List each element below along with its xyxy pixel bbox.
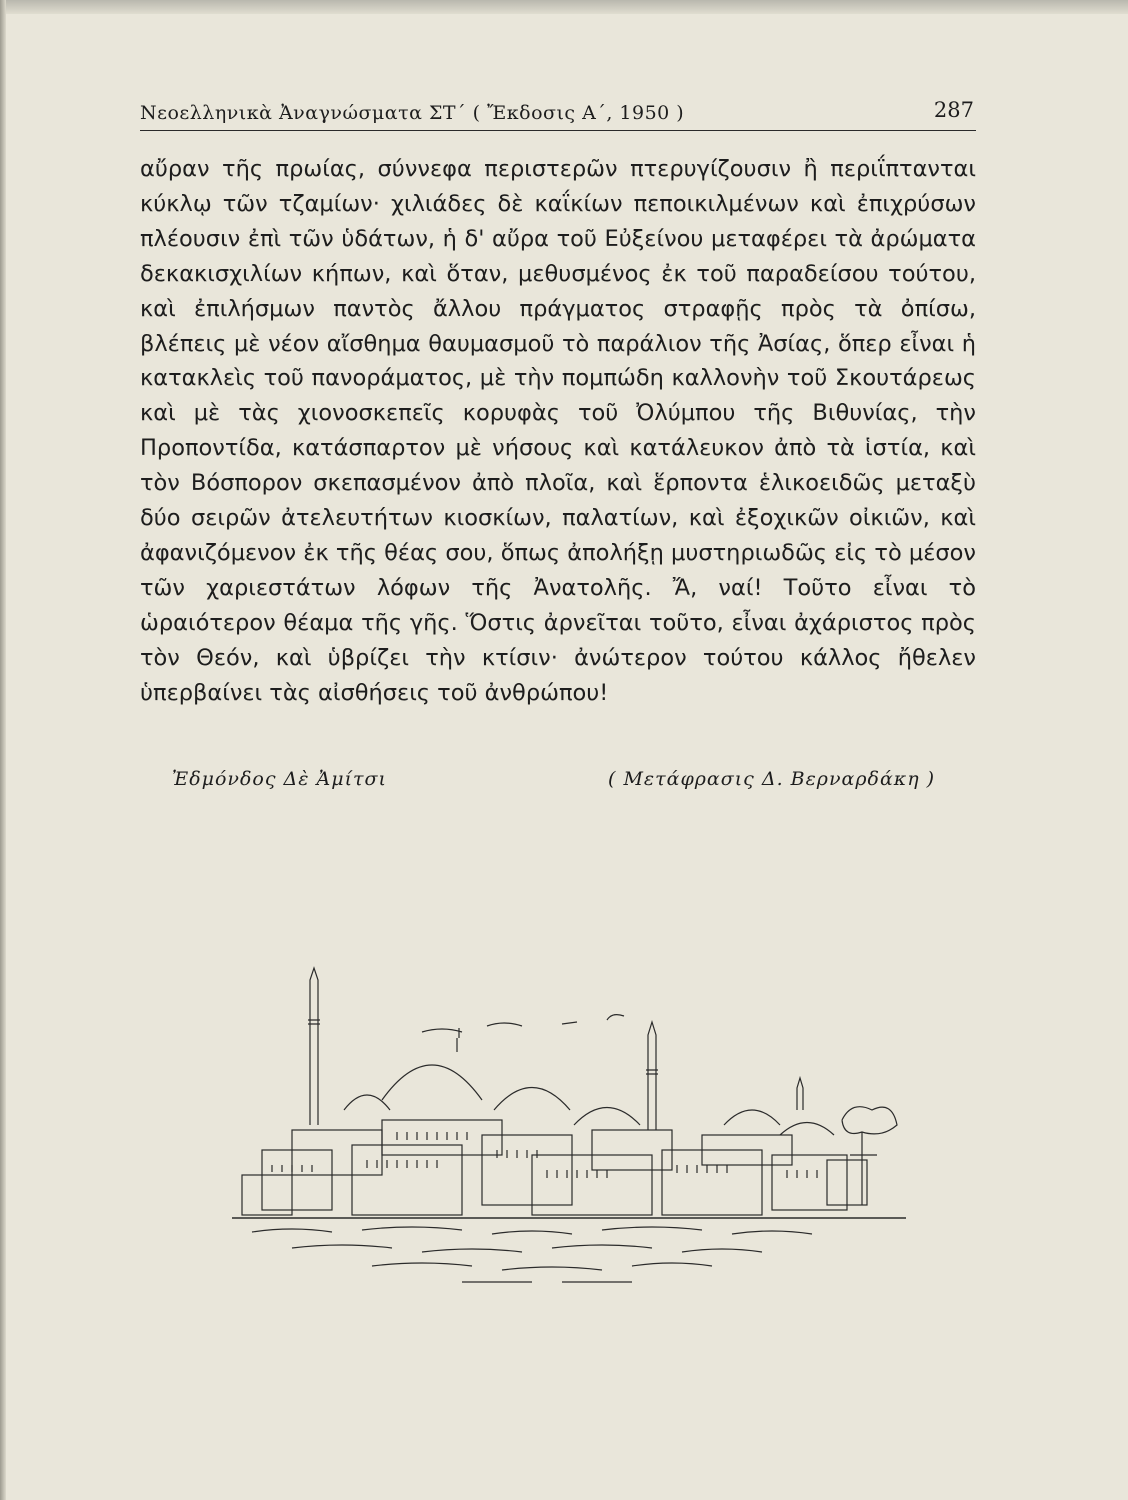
author-signature: Ἐδμόνδος Δὲ Ἀμίτσι [172, 768, 387, 790]
scan-top-edge [0, 0, 1128, 14]
book-title: Νεοελληνικὰ Ἀναγνώσματα ΣΤ΄ ( Ἔκδοσις Α΄, 1950 ) [140, 102, 685, 124]
translator-credit: ( Μετάφρασις Δ. Βερναρδάκη ) [608, 768, 936, 790]
page-number: 287 [933, 98, 974, 122]
constantinople-skyline-engraving-icon [232, 960, 906, 1290]
body-paragraph: αὔραν τῆς πρωίας, σύννεφα περιστερῶν πτερυγίζουσιν ἢ περιΐπτανται κύκλῳ τῶν τζαμίων· χιλιάδες δὲ καΐκίων πεποικιλμένων καὶ ἐπιχρύσων πλέουσιν ἐπὶ τῶν ὑδάτων, ἡ δ' αὔρα τοῦ Εὐξείνου μεταφέρει τὰ ἀρώματα δεκακισχιλίων κήπων, καὶ ὅταν, μεθυσμένος ἐκ τοῦ παραδείσου τούτου, καὶ ἐπιλήσμων παντὸς ἄλλου πράγματος στραφῇς πρὸς τὰ ὀπίσω, βλέπεις μὲ νέον αἴσθημα θαυμασμοῦ τὸ παράλιον τῆς Ἀσίας, ὅπερ εἶναι ἡ κατακλεὶς τοῦ πανοράματος, μὲ τὴν πομπώδη καλλονὴν τοῦ Σκουτάρεως καὶ μὲ τὰς χιονοσκεπεῖς κορυφὰς τοῦ Ὀλύμπου τῆς Βιθυνίας, τὴν Προποντίδα, κατάσπαρτον μὲ νήσους καὶ κατάλευκον ἀπὸ τὰ ἱστία, καὶ τὸν Βόσπορον σκεπασμένον ἀπὸ πλοῖα, καὶ ἕρποντα ἑλικοειδῶς μεταξὺ δύο σειρῶν ἀτελευτήτων κιοσκίων, παλατίων, καὶ ἐξοχικῶν οἰκιῶν, καὶ ἀφανιζόμενον ἐκ τῆς θέας σου, ὅπως ἀπολήξῃ μυστηριωδῶς εἰς τὸ μέσον τῶν χαριεστάτων λόφων τῆς Ἀνατολῆς. Ἄ, ναί! Τοῦτο εἶναι τὸ ὡραιότερον θέαμα τῆς γῆς. Ὅστις ἀρνεῖται τοῦτο, εἶναι ἀχάριστος πρὸς τὸν Θεόν, καὶ ὑβρίζει τὴν κτίσιν· ἀνώτερον τούτου κάλλος ἤθελεν ὑπερβαίνει τὰς αἰσθήσεις τοῦ ἀνθρώπου! [140, 156, 976, 706]
scan-left-edge [0, 0, 6, 1500]
header-rule [140, 130, 976, 131]
running-header [140, 98, 976, 132]
